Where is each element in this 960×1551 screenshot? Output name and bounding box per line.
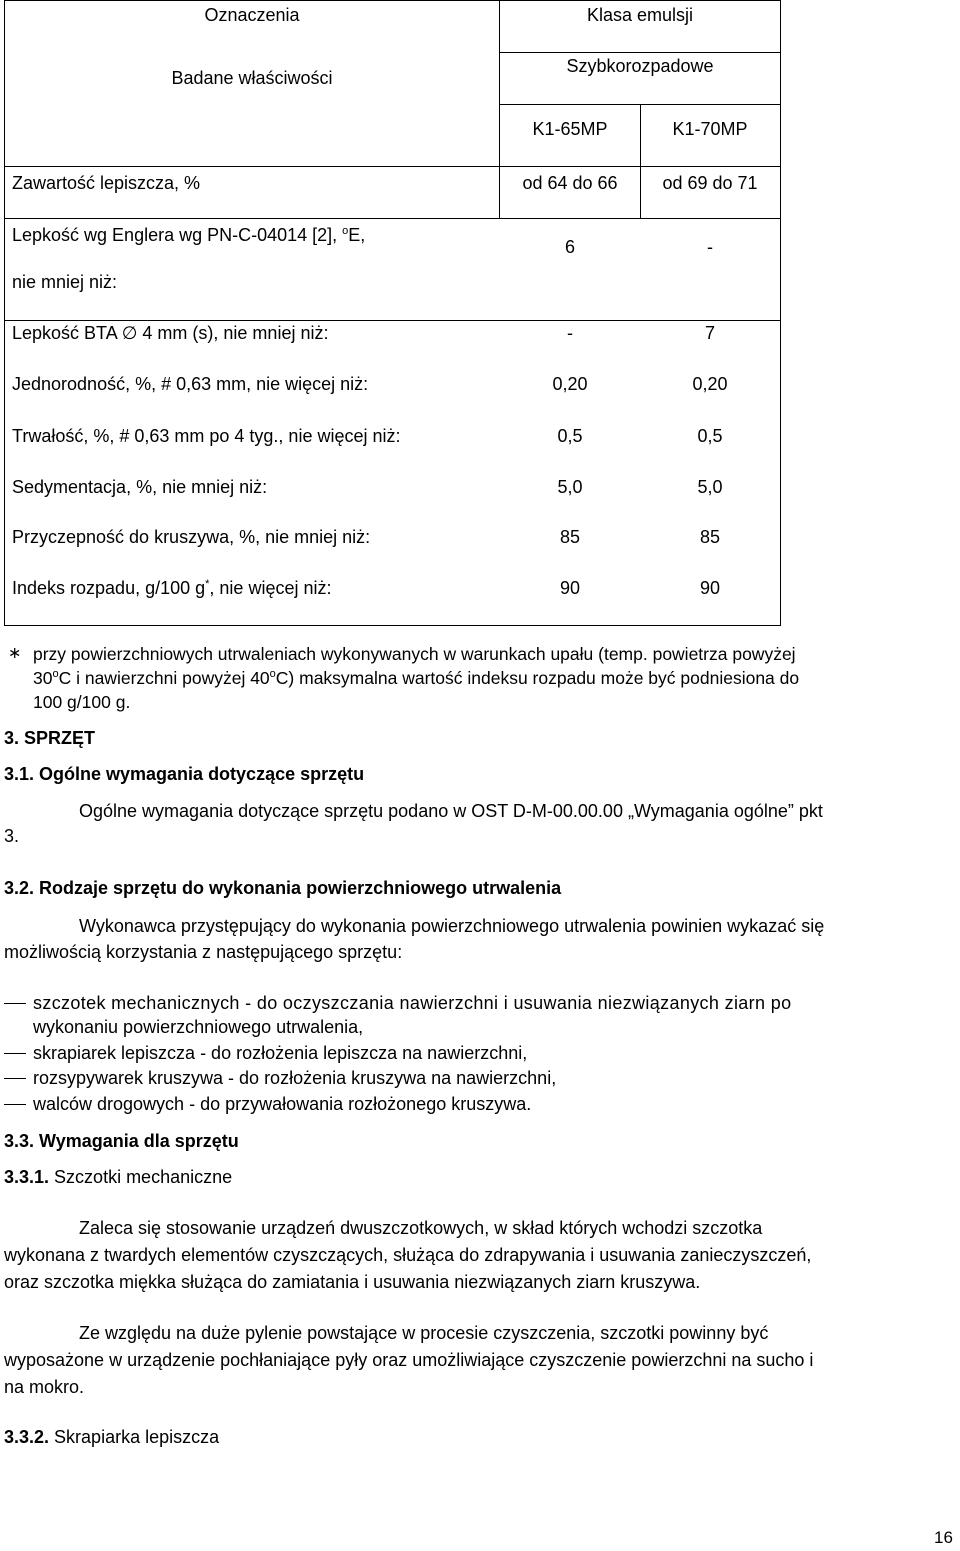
row-label-sedymentacja: Sedymentacja, %, nie mniej niż:: [12, 477, 268, 497]
diameter-symbol-icon: ∅: [121, 323, 138, 343]
section-3-2-heading: 3.2. Rodzaje sprzętu do wykonania powierzchniowego utrwalenia: [4, 878, 562, 898]
list-dash-icon: [4, 1003, 26, 1004]
list-dash-icon: [4, 1104, 26, 1105]
row-value-sedymentacja-k1-65mp: 5,0: [557, 477, 583, 497]
row-label-jednorodnosc: Jednorodność, %, # 0,63 mm, nie więcej niż:: [12, 374, 369, 394]
row-value-jednorodnosc-k1-70mp: 0,20: [692, 374, 728, 394]
header-szybkorozpadowe: Szybkorozpadowe: [566, 56, 714, 76]
row-label-indeks-rozpadu: Indeks rozpadu, g/100 g*, nie więcej niż:: [12, 578, 332, 598]
table-line-header-bottom: [4, 166, 781, 167]
list-item: skrapiarek lepiszcza - do rozłożenia lepiszcza na nawierzchni,: [33, 1043, 528, 1063]
row-value-lepkosc-bta-k1-70mp: 7: [704, 323, 716, 343]
header-k1-65mp: K1-65MP: [532, 119, 608, 139]
section-3-3-2-heading: 3.3.2. Skrapiarka lepiszcza: [4, 1427, 220, 1447]
list-dash-icon: [4, 1053, 26, 1054]
row-value-przyczepnosc-k1-65mp: 85: [559, 527, 581, 547]
section-3-1-text-line-1: Ogólne wymagania dotyczące sprzętu podano w OST D-M-00.00.00 „Wymagania ogólne” pkt: [79, 801, 823, 821]
row-value-sedymentacja-k1-70mp: 5,0: [697, 477, 723, 497]
list-item: walców drogowych - do przywałowania rozłożonego kruszywa.: [33, 1094, 532, 1114]
table-line-klasa-bottom: [499, 52, 781, 53]
section-3-3-1-p2-line-3: na mokro.: [4, 1377, 85, 1397]
row-value-indeks-rozpadu-k1-70mp: 90: [699, 578, 721, 598]
section-3-3-1-p1-line-1: Zaleca się stosowanie urządzeń dwuszczotkowych, w skład których wchodzi szczotka: [79, 1218, 763, 1238]
table-line-col-divider: [499, 0, 500, 218]
section-3-1-heading: 3.1. Ogólne wymagania dotyczące sprzętu: [4, 764, 365, 784]
list-item-continuation: wykonaniu powierzchniowego utrwalenia,: [33, 1017, 364, 1037]
row-label-zawartosc: Zawartość lepiszcza, %: [12, 173, 201, 193]
section-3-2-intro-line-2: możliwością korzystania z następującego sprzętu:: [4, 942, 403, 962]
table-line-row1: [4, 218, 781, 219]
row-value-lepkosc-englera-k1-70mp: -: [707, 237, 713, 257]
section-3-3-1-p2-line-2: wyposażone w urządzenie pochłaniające pyły oraz umożliwiające czyszczenie powierzchni na sucho i: [4, 1350, 814, 1370]
row-label-trwalosc: Trwałość, %, # 0,63 mm po 4 tyg., nie więcej niż:: [12, 426, 401, 446]
row-value-lepkosc-bta-k1-65mp: -: [567, 323, 573, 343]
row-value-indeks-rozpadu-k1-65mp: 90: [559, 578, 581, 598]
table-border-left: [4, 0, 5, 626]
table-border-top: [4, 0, 781, 1]
header-badane-wlasciwosci: Badane właściwości: [171, 68, 333, 88]
specification-table: [0, 0, 960, 640]
row-value-lepkosc-englera-k1-65mp: 6: [564, 237, 576, 257]
footnote-line-2: 30$^o$C i nawierzchni powyżej 40$^o$C) maksymalna wartość indeksu rozpadu może być podniesiona do: [33, 668, 800, 688]
table-border-right: [780, 0, 781, 626]
section-3-3-1-p2-line-1: Ze względu na duże pylenie powstające w procesie czyszczenia, szczotki powinny być: [79, 1323, 769, 1343]
section-3-heading: 3. SPRZĘT: [4, 728, 96, 748]
row-label-lepkosc-englera-cont: nie mniej niż:: [12, 272, 118, 292]
table-line-subcol-divider: [640, 104, 641, 218]
page-number: 16: [934, 1528, 953, 1547]
row-value-zawartosc-k1-65mp: od 64 do 66: [522, 173, 618, 193]
header-klasa-emulsji: Klasa emulsji: [586, 5, 694, 25]
row-value-trwalosc-k1-65mp: 0,5: [557, 426, 583, 446]
row-value-zawartosc-k1-70mp: od 69 do 71: [662, 173, 758, 193]
table-line-row2: [4, 320, 781, 321]
footnote-line-1: przy powierzchniowych utrwaleniach wykonywanych w warunkach upału (temp. powietrza powyżej: [33, 644, 796, 664]
row-label-lepkosc-bta: Lepkość BTA ∅ 4 mm (s), nie mniej niż:: [12, 323, 329, 343]
row-label-lepkosc-englera: Lepkość wg Englera wg PN-C-04014 [2], $^o$E,: [12, 225, 366, 245]
section-3-3-1-heading: 3.3.1. Szczotki mechaniczne: [4, 1167, 233, 1187]
row-label-przyczepnosc: Przyczepność do kruszywa, %, nie mniej niż:: [12, 527, 371, 547]
row-value-trwalosc-k1-70mp: 0,5: [697, 426, 723, 446]
section-3-3-1-p1-line-2: wykonana z twardych elementów czyszczących, służąca do zdrapywania i usuwania zanieczyszczeń,: [4, 1245, 812, 1265]
list-dash-icon: [4, 1078, 26, 1079]
section-3-1-text-line-2: 3.: [4, 826, 20, 846]
table-border-bottom: [4, 625, 781, 626]
footnote-asterisk-icon: ∗: [8, 645, 22, 662]
header-k1-70mp: K1-70MP: [672, 119, 748, 139]
section-3-3-heading: 3.3. Wymagania dla sprzętu: [4, 1131, 239, 1151]
row-value-przyczepnosc-k1-70mp: 85: [699, 527, 721, 547]
section-3-3-1-p1-line-3: oraz szczotka miękka służąca do zamiatania i usuwania niezwiązanych ziarn kruszywa.: [4, 1272, 701, 1292]
section-3-2-intro-line-1: Wykonawca przystępujący do wykonania powierzchniowego utrwalenia powinien wykazać się: [79, 916, 825, 936]
list-item: rozsypywarek kruszywa - do rozłożenia kruszywa na nawierzchni,: [33, 1068, 557, 1088]
row-value-jednorodnosc-k1-65mp: 0,20: [552, 374, 588, 394]
footnote-line-3: 100 g/100 g.: [33, 692, 131, 712]
header-oznaczenia: Oznaczenia: [204, 5, 300, 25]
list-item: szczotek mechanicznych - do oczyszczania nawierzchni i usuwania niezwiązanych ziarn po: [33, 993, 792, 1013]
